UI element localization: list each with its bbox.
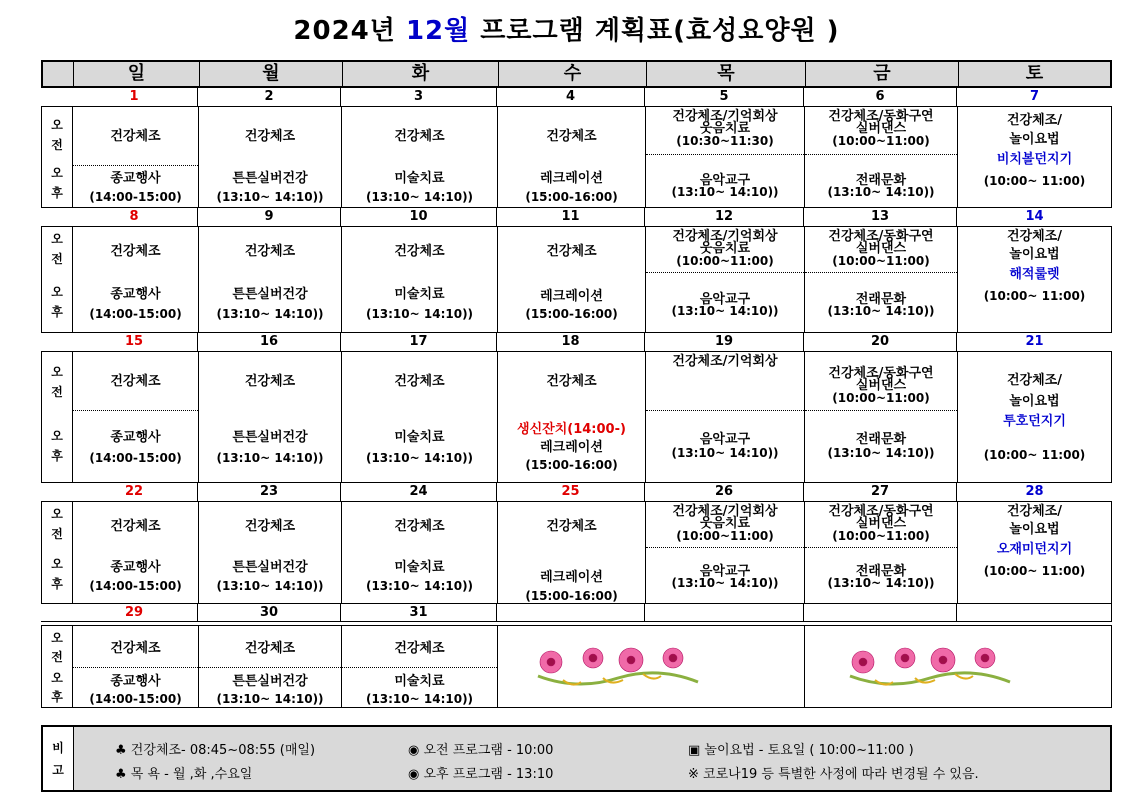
day-cell-5: 건강체조/기억회상 웃음치료 (10:30~11:30) 음악교구 (13:10~ 14:10)) bbox=[645, 107, 804, 207]
day-cell-3: 건강체조 미술치료 (13:10~ 14:10)) bbox=[341, 107, 497, 207]
week-1 bbox=[41, 88, 1112, 208]
note-exercise: ♣ 건강체조- 08:45~08:55 (매일) bbox=[115, 743, 316, 758]
flower-garland-decoration bbox=[845, 626, 1015, 707]
calendar bbox=[41, 60, 1112, 708]
date-3: 3 bbox=[340, 88, 496, 106]
notes-box bbox=[41, 725, 1112, 792]
weekday-header bbox=[41, 60, 1112, 88]
title-month: 12월 bbox=[405, 16, 471, 46]
day-cell-26: 건강체조/기억회상 웃음치료 (10:00~11:00) 음악교구 (13:10~ 14:10)) bbox=[645, 502, 804, 603]
date-empty-4 bbox=[956, 604, 1112, 622]
day-cell-10: 건강체조 미술치료 (13:10~ 14:10)) bbox=[341, 227, 497, 332]
ampm-cell: 오 전 오 후 bbox=[51, 507, 63, 591]
day-cell-14: 건강체조/ 놀이요법 해적룰렛 (10:00~ 11:00) bbox=[957, 227, 1111, 332]
day-cell-25: 건강체조 레크레이션 (15:00-16:00) bbox=[497, 502, 645, 603]
weekday-sat: 토 bbox=[958, 62, 1110, 86]
date-16: 16 bbox=[197, 333, 340, 351]
flower-cell-1 bbox=[497, 626, 804, 707]
day-cell-15: 건강체조 종교행사 (14:00-15:00) bbox=[72, 352, 198, 482]
date-row bbox=[41, 333, 1112, 351]
date-25: 25 bbox=[561, 484, 580, 499]
date-8: 8 bbox=[129, 209, 139, 224]
note-play-therapy: ▣ 놀이요법 - 토요일 ( 10:00~11:00 ) bbox=[688, 743, 914, 758]
day-cell-23: 건강체조 튼튼실버건강 (13:10~ 14:10)) bbox=[198, 502, 341, 603]
day-cell-9: 건강체조 튼튼실버건강 (13:10~ 14:10)) bbox=[198, 227, 341, 332]
ampm-cell: 오 전 오 후 bbox=[51, 118, 63, 200]
date-18: 18 bbox=[496, 333, 644, 351]
date-row bbox=[41, 483, 1112, 501]
day-cell-17: 건강체조 미술치료 (13:10~ 14:10)) bbox=[341, 352, 497, 482]
date-7: 7 bbox=[1029, 89, 1040, 104]
week-body bbox=[41, 501, 1112, 604]
date-29: 29 bbox=[124, 605, 144, 620]
date-11: 11 bbox=[496, 208, 644, 226]
day-cell-20: 건강체조/동화구연 실버댄스 (10:00~11:00) 전래문화 (13:10~ 14:10)) bbox=[804, 352, 957, 482]
day-cell-18: 건강체조 생신잔치(14:00-) 레크레이션 (15:00-16:00) bbox=[497, 352, 645, 482]
day-cell-7: 건강체조/ 놀이요법 비치볼던지기 (10:00~ 11:00) bbox=[957, 107, 1111, 207]
date-2: 2 bbox=[197, 88, 340, 106]
day-cell-16: 건강체조 튼튼실버건강 (13:10~ 14:10)) bbox=[198, 352, 341, 482]
date-12: 12 bbox=[644, 208, 803, 226]
date-4: 4 bbox=[496, 88, 644, 106]
header-blank bbox=[43, 62, 73, 86]
day-cell-21: 건강체조/ 놀이요법 투호던지기 (10:00~ 11:00) bbox=[957, 352, 1111, 482]
date-24: 24 bbox=[340, 483, 496, 501]
flower-cell-2 bbox=[804, 626, 1111, 707]
day-cell-22: 건강체조 종교행사 (14:00-15:00) bbox=[72, 502, 198, 603]
week-4 bbox=[41, 483, 1112, 604]
date-6: 6 bbox=[803, 88, 956, 106]
date-21: 21 bbox=[1025, 334, 1044, 349]
date-row bbox=[41, 208, 1112, 226]
day-cell-30: 건강체조 튼튼실버건강 (13:10~ 14:10)) bbox=[198, 626, 341, 707]
day-cell-8: 건강체조 종교행사 (14:00-15:00) bbox=[72, 227, 198, 332]
flower-garland-decoration bbox=[533, 626, 703, 707]
date-row bbox=[41, 88, 1112, 106]
date-10: 10 bbox=[340, 208, 496, 226]
date-28: 28 bbox=[1025, 484, 1044, 499]
date-5: 5 bbox=[644, 88, 803, 106]
day-cell-29: 건강체조 종교행사 (14:00-15:00) bbox=[72, 626, 198, 707]
day-cell-13: 건강체조/동화구연 실버댄스 (10:00~11:00) 전래문화 (13:10~ 14:10)) bbox=[804, 227, 957, 332]
date-1: 1 bbox=[129, 89, 139, 104]
date-17: 17 bbox=[340, 333, 496, 351]
day-cell-19: 건강체조/기억회상 음악교구 (13:10~ 14:10)) bbox=[645, 352, 804, 482]
page-title: 2024년 12월 프로그램 계획표(효성요양원 ) bbox=[293, 16, 840, 46]
week-body bbox=[41, 106, 1112, 208]
date-14: 14 bbox=[1025, 209, 1044, 224]
day-cell-24: 건강체조 미술치료 (13:10~ 14:10)) bbox=[341, 502, 497, 603]
day-cell-4: 건강체조 레크레이션 (15:00-16:00) bbox=[497, 107, 645, 207]
day-cell-11: 건강체조 레크레이션 (15:00-16:00) bbox=[497, 227, 645, 332]
date-13: 13 bbox=[803, 208, 956, 226]
weekday-fri: 금 bbox=[805, 62, 958, 86]
week-body bbox=[41, 351, 1112, 483]
date-22: 22 bbox=[124, 484, 144, 499]
weekday-wed: 수 bbox=[498, 62, 646, 86]
notes-label: 비 고 bbox=[43, 727, 74, 790]
date-23: 23 bbox=[197, 483, 340, 501]
date-19: 19 bbox=[644, 333, 803, 351]
week-3 bbox=[41, 333, 1112, 483]
weekday-mon: 월 bbox=[199, 62, 342, 86]
day-cell-31: 건강체조 미술치료 (13:10~ 14:10)) bbox=[341, 626, 497, 707]
weekday-sun: 일 bbox=[73, 62, 199, 86]
date-15: 15 bbox=[124, 334, 144, 349]
note-am-program: ◉ 오전 프로그램 - 10:00 bbox=[408, 743, 554, 758]
day-cell-1: 건강체조 종교행사 (14:00-15:00) bbox=[72, 107, 198, 207]
note-pm-program: ◉ 오후 프로그램 - 13:10 bbox=[408, 767, 554, 782]
day-cell-2: 건강체조 튼튼실버건강 (13:10~ 14:10)) bbox=[198, 107, 341, 207]
note-covid: ※ 코로나19 등 특별한 사정에 따라 변경될 수 있음. bbox=[688, 767, 979, 782]
date-27: 27 bbox=[803, 483, 956, 501]
day-cell-28: 건강체조/ 놀이요법 오재미던지기 (10:00~ 11:00) bbox=[957, 502, 1111, 603]
week-2 bbox=[41, 208, 1112, 333]
date-empty-3 bbox=[803, 604, 956, 622]
week-body bbox=[41, 226, 1112, 333]
day-cell-12: 건강체조/기억회상 웃음치료 (10:00~11:00) 음악교구 (13:10~ 14:10)) bbox=[645, 227, 804, 332]
date-30: 30 bbox=[197, 604, 340, 622]
date-26: 26 bbox=[644, 483, 803, 501]
ampm-cell: 오 전 오 후 bbox=[51, 365, 63, 463]
week-body bbox=[41, 625, 1112, 708]
day-cell-27: 건강체조/동화구연 실버댄스 (10:00~11:00) 전래문화 (13:10~ 14:10)) bbox=[804, 502, 957, 603]
week-5 bbox=[41, 604, 1112, 708]
date-31: 31 bbox=[340, 604, 496, 622]
weekday-tue: 화 bbox=[342, 62, 498, 86]
birthday-event: 생신잔치(14:00-) bbox=[517, 422, 626, 437]
ampm-cell: 오 전 오 후 bbox=[51, 631, 63, 704]
day-cell-6: 건강체조/동화구연 실버댄스 (10:00~11:00) 전래문화 (13:10~ 14:10)) bbox=[804, 107, 957, 207]
ampm-cell: 오 전 오 후 bbox=[51, 232, 63, 319]
date-empty-2 bbox=[644, 604, 803, 622]
date-empty-1 bbox=[496, 604, 644, 622]
date-row bbox=[41, 604, 1112, 622]
date-20: 20 bbox=[803, 333, 956, 351]
date-9: 9 bbox=[197, 208, 340, 226]
note-bath: ♣ 목 욕 - 월 ,화 ,수요일 bbox=[115, 767, 253, 782]
weekday-thu: 목 bbox=[646, 62, 805, 86]
